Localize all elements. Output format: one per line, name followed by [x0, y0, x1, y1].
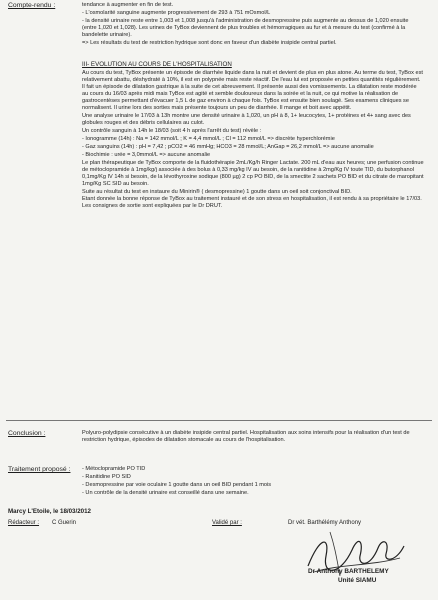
- traitement-list: [82, 466, 422, 506]
- redacteur-name: C Guerin: [52, 520, 77, 526]
- evolution-paragraph-3: Un contrôle sanguin à 14h le 18/03 (soit 4 h après l'arrêt du test) révèle :: [82, 127, 262, 134]
- conclusion-label: Conclusion :: [8, 430, 46, 437]
- evolution-paragraph-9: Etant donnée la bonne réponse de TyBox au traitement instauré et de son stress en hospitalisation, il est rendu à sa propriétaire le 17/03. Les consignes de sortie sont expliquées par le Dr DRUT.: [82, 196, 422, 210]
- evolution-paragraph-2: Une analyse urinaire le 17/03 à 13h montre une densité urinaire à 1,020, un pH à 8, 1+ leucocytes, 1+ protéines et 4+ sang avec des globules rouges et des débris cellulaires au culot.: [82, 112, 411, 126]
- compte-rendu-text: [82, 2, 422, 56]
- compte-rendu-line-1: tendance à augmenter en fin de test.: [82, 2, 174, 8]
- evolution-title: III- EVOLUTION AU COURS DE L'HOSPITALISATION: [82, 61, 232, 68]
- evolution-paragraph-5: - Gaz sanguins (14h) : pH = 7,42 ; pCO2 = 46 mmHg; HCO3 = 28 mmol/L; AnGap = 26,2 mmol/L => aucune anomalie: [82, 143, 374, 150]
- traitement-item-1: - Métoclopramide PO TID: [82, 466, 146, 472]
- compte-rendu-line-4: => Les résultats du test de restriction hydrique sont donc en faveur d'un diabète insipide central partiel.: [82, 39, 337, 46]
- redacteur-label: Rédacteur :: [8, 520, 40, 526]
- traitement-item-4: - Un contrôle de la densité urinaire est conseillé dans une semaine.: [82, 489, 249, 496]
- compte-rendu-line-3: - la densité urinaire reste entre 1,003 et 1,008 jusqu'à l'administration de desmopressine puis augmente au dessus de 1,020 ensuite (entre 1,020 et 1,028). Les urines de TyBox deviennent de plus troubles et hémorragiques au fur et à mesure du test (confirmé à la bandelette urinaire).: [82, 17, 409, 38]
- place-date: Marcy L'Etoile, le 18/03/2012: [8, 508, 91, 515]
- conclusion-text: Polyuro-polydipsie consécutive à un diabète insipide central partiel. Hospitalisation aux soins intensifs pour la réalisation d'un test de restriction hydrique, épisodes de dilatation stomacale au cours de l'hospitalisation.: [82, 430, 410, 443]
- section-divider: [6, 420, 432, 421]
- evolution-paragraph-6: - Biochimie : urée = 3,0mmol/L => aucune anomalie: [82, 151, 211, 158]
- evolution-paragraph-1: Au cours du test, TyBox présente un épisode de diarrhée liquide dans la nuit et devient de plus en plus atone. Au terme du test, TyBox est relativement abattu, déshydraté à 10%, il est en polypnée mais reste réactif. De l'eau lui est proposée en petites quantités régulièrement. Il fait un épisode de dilatation gastrique à la suite de cet abreuvement. Il présente aussi des vomissements. La dilatation reste modérée au cours du 16/03 après midi mais TyBox est agité et semble douloureux dans la soirée et la nuit, ce qui motive la réalisation de gastrocentèses permettant d'évacuer 1,5 L de gaz environ à chaque fois. TyBox est ensuite bien soulagé. Ses examens cliniques se normalisent. Il urine lors des sorties mais présente toujours un peu de diarrhée. Il mange et boit avec appétit.: [82, 69, 423, 111]
- traitement-item-3: - Desmopressine par voie oculaire 1 goutte dans un oeil BID pendant 1 mois: [82, 481, 272, 488]
- evolution-paragraph-4: - Ionogramme (14h) : Na = 142 mmol/L ; K = 4,4 mmol/L ; Cl = 112 mmol/L => discrète hyperchlorémie: [82, 135, 335, 142]
- compte-rendu-line-2: - L'osmolarité sanguine augmente progressivement de 293 à 751 mOsmol/L: [82, 9, 271, 16]
- evolution-section: [82, 61, 424, 417]
- stamp-unit: Unité SIAMU: [338, 577, 377, 584]
- traitement-label: Traitement proposé :: [8, 466, 71, 473]
- compte-rendu-label: Compte-rendu :: [8, 2, 56, 9]
- evolution-paragraph-8: Suite au résultat du test en instaure du Minirin® ( desmopressine) 1 goutte dans un oeil soit conjonctival BID.: [82, 188, 352, 195]
- stamp-name: Dr Anthony BARTHELEMY: [308, 568, 389, 575]
- evolution-paragraph-7: Le plan thérapeutique de TyBox comporte de la fluidothérapie 2mL/Kg/h Ringer Lactate. 200 mL d'eau aux heures; une perfusion continue de métoclopramide à 1mg/kg/j associée à des bolus à 0,33 mg/kg IV au besoin, de la ranitidine à 2mg/Kg IV toute TID, du butorphanol 0,1mg/Kg IV 14h si besoin, de la lévothyroxine sodique (800 µg) 2 cp PO BID, de la smectite 2 sachets PO BID et du citrate de maropitant 1mg/Kg SC SID au besoin.: [82, 159, 424, 187]
- valide-label: Validé par :: [212, 520, 242, 526]
- valide-name: Dr vét. Barthélémy Anthony: [288, 520, 362, 526]
- traitement-item-2: - Ranitidine PO SID: [82, 473, 131, 480]
